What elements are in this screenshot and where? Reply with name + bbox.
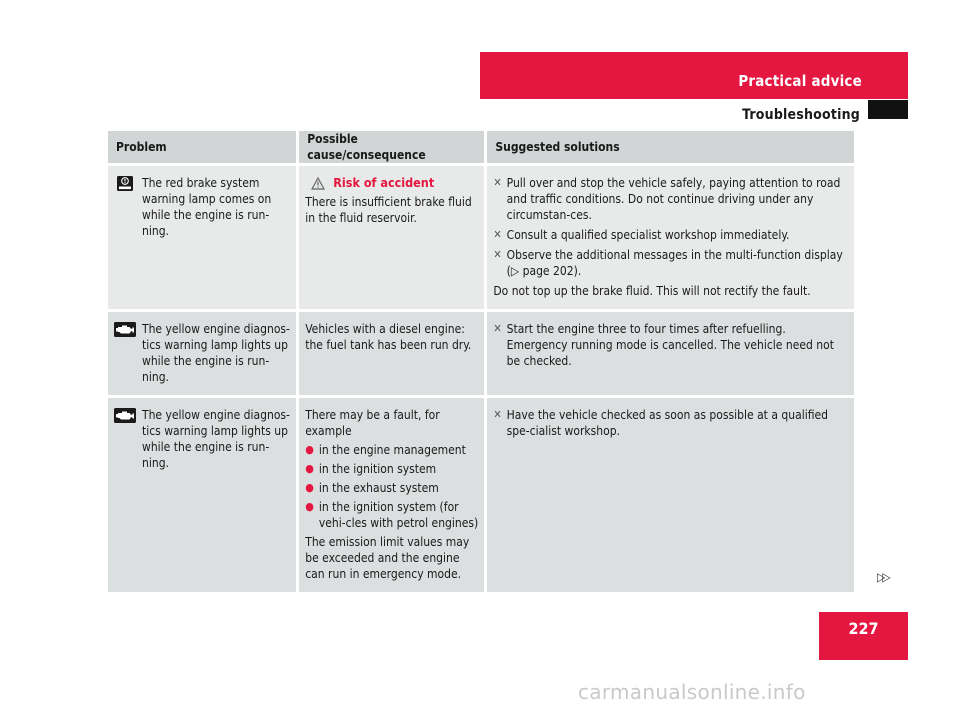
troubleshooting-table xyxy=(105,131,857,595)
column-header-solutions: Suggested solutions xyxy=(487,131,854,166)
column-header-cause: Possible cause/consequence xyxy=(299,131,484,166)
warning-title: Risk of accident xyxy=(333,175,435,190)
table-row xyxy=(108,312,854,398)
solution-note: Do not top up the brake fluid. This will not rectify the fault. xyxy=(493,284,811,298)
risk-warning xyxy=(311,175,478,191)
watermark: carmanualsonline.info xyxy=(578,680,806,704)
solution-cell xyxy=(487,166,854,312)
cause-cell xyxy=(299,312,484,398)
section-marker xyxy=(868,100,908,119)
page-reference[interactable]: (▷ page 202). xyxy=(506,264,582,278)
bullet-icon: ● xyxy=(305,443,314,456)
problem-cell xyxy=(108,166,296,312)
section-tab xyxy=(480,52,908,99)
solution-step: Consult a qualified specialist workshop immediately. xyxy=(506,228,790,242)
step-arrow-icon: ✕ xyxy=(493,322,502,335)
bullet-icon: ● xyxy=(305,481,314,494)
solution-note: Emergency running mode is cancelled. The vehicle need not be checked. xyxy=(506,338,834,368)
cause-text: There is insufficient brake fluid in the fluid reservoir. xyxy=(305,195,472,225)
solution-step: Observe the additional messages in the multi-function display xyxy=(506,248,843,262)
engine-diagnosis-icon xyxy=(114,322,136,337)
warning-triangle-icon xyxy=(311,177,325,190)
bullet-item: in the ignition system xyxy=(318,462,437,476)
page-number-tab xyxy=(819,612,908,660)
step-arrow-icon: ✕ xyxy=(493,408,502,421)
problem-cell xyxy=(108,312,296,398)
step-arrow-icon: ✕ xyxy=(493,228,502,241)
column-header-problem: Problem xyxy=(108,131,296,166)
cause-end: The emission limit values may be exceeded and the engine can run in emergency mode. xyxy=(305,535,470,581)
cause-cell xyxy=(299,398,484,595)
solution-cell xyxy=(487,398,854,595)
solution-step: Start the engine three to four times after refuelling. xyxy=(506,322,786,336)
brake-warning-icon xyxy=(114,176,136,191)
bullet-item: in the engine management xyxy=(318,443,466,457)
problem-text: The yellow engine diagnos-tics warning lamp lights up while the engine is run-ning. xyxy=(142,322,290,384)
cause-intro: There may be a fault, for example xyxy=(305,408,440,438)
bullet-icon: ● xyxy=(305,500,314,513)
bullet-item: in the exhaust system xyxy=(318,481,439,495)
step-arrow-icon: ✕ xyxy=(493,176,502,189)
cause-text: Vehicles with a diesel engine: the fuel tank has been run dry. xyxy=(305,322,472,352)
problem-text: The yellow engine diagnos-tics warning lamp lights up while the engine is run-ning. xyxy=(142,408,290,470)
bullet-icon: ● xyxy=(305,462,314,475)
cause-cell xyxy=(299,166,484,312)
page-number: 227 xyxy=(848,619,879,638)
solution-step: Have the vehicle checked as soon as possible at a qualified spe-cialist workshop. xyxy=(506,408,829,438)
bullet-item: in the ignition system (for vehi-cles with petrol engines) xyxy=(318,500,479,530)
subsection-title: Troubleshooting xyxy=(742,107,860,123)
section-title: Practical advice xyxy=(738,72,862,90)
problem-text: The red brake system warning lamp comes on while the engine is run-ning. xyxy=(142,176,272,238)
solution-cell xyxy=(487,312,854,398)
continue-arrows-icon: ▷▷ xyxy=(877,570,888,584)
solution-step: Pull over and stop the vehicle safely, paying attention to road and traffic conditions. Do not continue driving under any circumstan-ces. xyxy=(506,176,841,222)
table-row xyxy=(108,398,854,595)
problem-cell xyxy=(108,398,296,595)
step-arrow-icon: ✕ xyxy=(493,248,502,261)
engine-diagnosis-icon xyxy=(114,408,136,423)
table-header-row xyxy=(108,131,854,166)
table-row xyxy=(108,166,854,312)
